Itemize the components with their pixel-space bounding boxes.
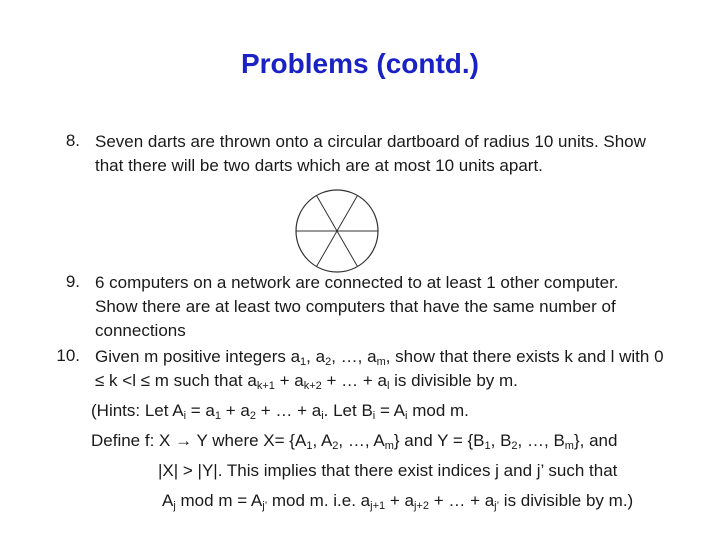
problem-10-hint-line-4: $A_j$ mod $m = A_{j’}$ mod m. i.e. $a_{j+1} + a_{j+2}$ + … + $a_{j’}$ is divisible by m.)	[162, 491, 634, 512]
dartboard-diagram	[289, 188, 385, 274]
problem-9-number: 9.	[65, 272, 80, 291]
problem-10-number: 10.	[56, 346, 80, 365]
problem-10-line-2: ≤ k <l ≤ m such that $a_{k+1} + a_{k+2}$ + … + $a_l$ is divisible by m.	[95, 371, 518, 392]
problem-9-line-3: connections	[95, 321, 186, 340]
problem-9-line-1: 6 computers on a network are connected to at least 1 other computer.	[95, 273, 619, 292]
problem-8-line-2: that there will be two darts which are at most 10 units apart.	[95, 156, 543, 175]
problem-10-hint-line-1: (Hints: Let $A_i = a_1 + a_2$ + … + $a_i$. Let $B_i = A_i$ mod m.	[91, 401, 469, 422]
slide-title: Problems (contd.)	[240, 48, 479, 79]
problem-9-line-2: Show there are at least two computers that have the same number of	[95, 297, 616, 316]
problem-8-line-1: Seven darts are thrown onto a circular dartboard of radius 10 units. Show	[95, 132, 646, 151]
problem-8-number: 8.	[65, 131, 80, 150]
problem-10-hint-line-2: Define f: X → Y where $X= \{A_1$, $A_2$, …, $A_m$} and $Y = \{B_1$, $B_2$, …, $B_m$}, and	[91, 431, 618, 452]
problem-10-hint-line-3: |X| > |Y|. This implies that there exist indices j and j’ such that	[158, 461, 618, 480]
problem-10-line-1: Given m positive integers $a_1$, $a_2$, …, $a_m$, show that there exists k and l with 0	[95, 347, 664, 368]
